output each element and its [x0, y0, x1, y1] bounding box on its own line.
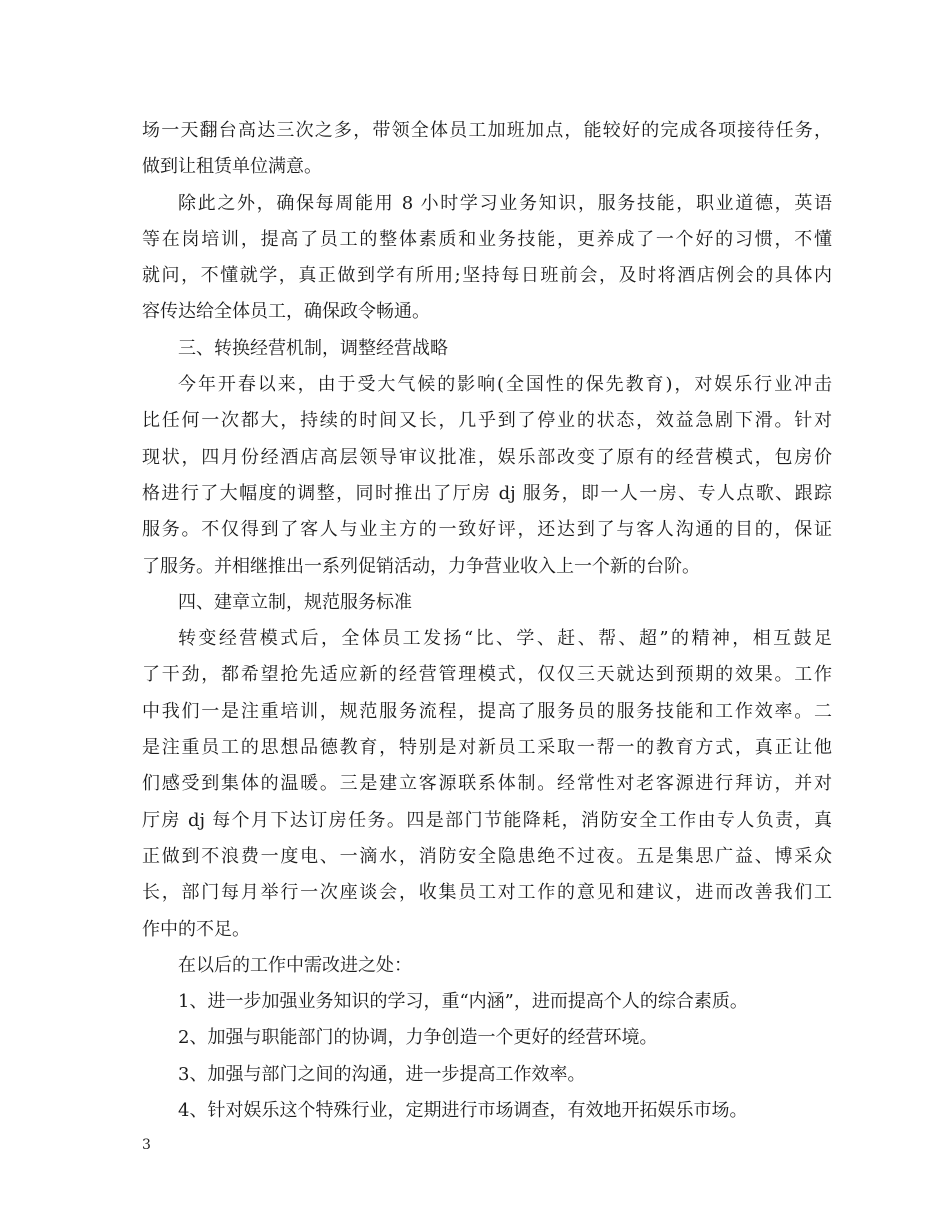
- text-line: 在以后的工作中需改进之处：: [178, 954, 412, 976]
- text-line: 了服务。并相继推出一系列促销活动，力争营业收入上一个新的台阶。: [142, 555, 700, 577]
- text-line: 服务。不仅得到了客人与业主方的一致好评，还达到了与客人沟通的目的，保证: [142, 519, 832, 541]
- text-line: 做到让租赁单位满意。: [142, 156, 322, 178]
- text-line: 中我们一是注重培训，规范服务流程，提高了服务员的服务技能和工作效率。二: [142, 700, 832, 722]
- list-item: 4、针对娱乐这个特殊行业，定期进行市场调查，有效地开拓娱乐市场。: [178, 1100, 748, 1122]
- list-item: 2、加强与职能部门的协调，力争创造一个更好的经营环境。: [178, 1027, 658, 1049]
- text-line: 今年开春以来，由于受大气候的影响(全国性的保先教育)，对娱乐行业冲击: [178, 374, 832, 396]
- text-line: 正做到不浪费一度电、一滴水，消防安全隐患绝不过夜。五是集思广益、博采众: [142, 845, 832, 867]
- text-line: 了干劲，都希望抢先适应新的经营管理模式，仅仅三天就达到预期的效果。工作: [142, 664, 832, 686]
- text-line: 是注重员工的思想品德教育，特别是对新员工采取一帮一的教育方式，真正让他: [142, 737, 832, 759]
- text-line: 场一天翻台高达三次之多，带领全体员工加班加点，能较好的完成各项接待任务，: [142, 120, 832, 141]
- list-item: 3、加强与部门之间的沟通，进一步提高工作效率。: [178, 1063, 586, 1085]
- text-line: 比任何一次都大，持续的时间又长，几乎到了停业的状态，效益急剧下滑。针对: [142, 410, 832, 432]
- text-line: 除此之外，确保每周能用 8 小时学习业务知识，服务技能，职业道德，英语: [178, 192, 832, 214]
- text-line: 厅房 dj 每个月下达订房任务。四是部门节能降耗，消防安全工作由专人负责，真: [142, 809, 832, 831]
- text-line: 容传达给全体员工，确保政令畅通。: [142, 301, 430, 323]
- body-text: [142, 113, 832, 1129]
- text-line: 格进行了大幅度的调整，同时推出了厅房 dj 服务，即一人一房、专人点歌、跟踪: [142, 482, 832, 504]
- text-line: 就问，不懂就学，真正做到学有所用;坚持每日班前会，及时将酒店例会的具体内: [142, 265, 832, 287]
- text-line: 等在岗培训，提高了员工的整体素质和业务技能，更养成了一个好的习惯，不懂: [142, 228, 832, 250]
- section-heading: 三、转换经营机制，调整经营战略: [178, 337, 448, 359]
- page-number: 3: [142, 1137, 151, 1153]
- section-heading: 四、建章立制，规范服务标准: [178, 591, 412, 613]
- list-item: 1、进一步加强业务知识的学习，重“内涵”，进而提高个人的综合素质。: [178, 991, 748, 1013]
- text-line: 长，部门每月举行一次座谈会，收集员工对工作的意见和建议，进而改善我们工: [142, 882, 832, 904]
- text-line: 转变经营模式后，全体员工发扬“比、学、赶、帮、超”的精神，相互鼓足: [178, 628, 832, 650]
- text-line: 现状，四月份经酒店高层领导审议批准，娱乐部改变了原有的经营模式，包房价: [142, 446, 832, 468]
- text-line: 们感受到集体的温暖。三是建立客源联系体制。经常性对老客源进行拜访，并对: [142, 773, 832, 795]
- text-line: 作中的不足。: [142, 918, 250, 940]
